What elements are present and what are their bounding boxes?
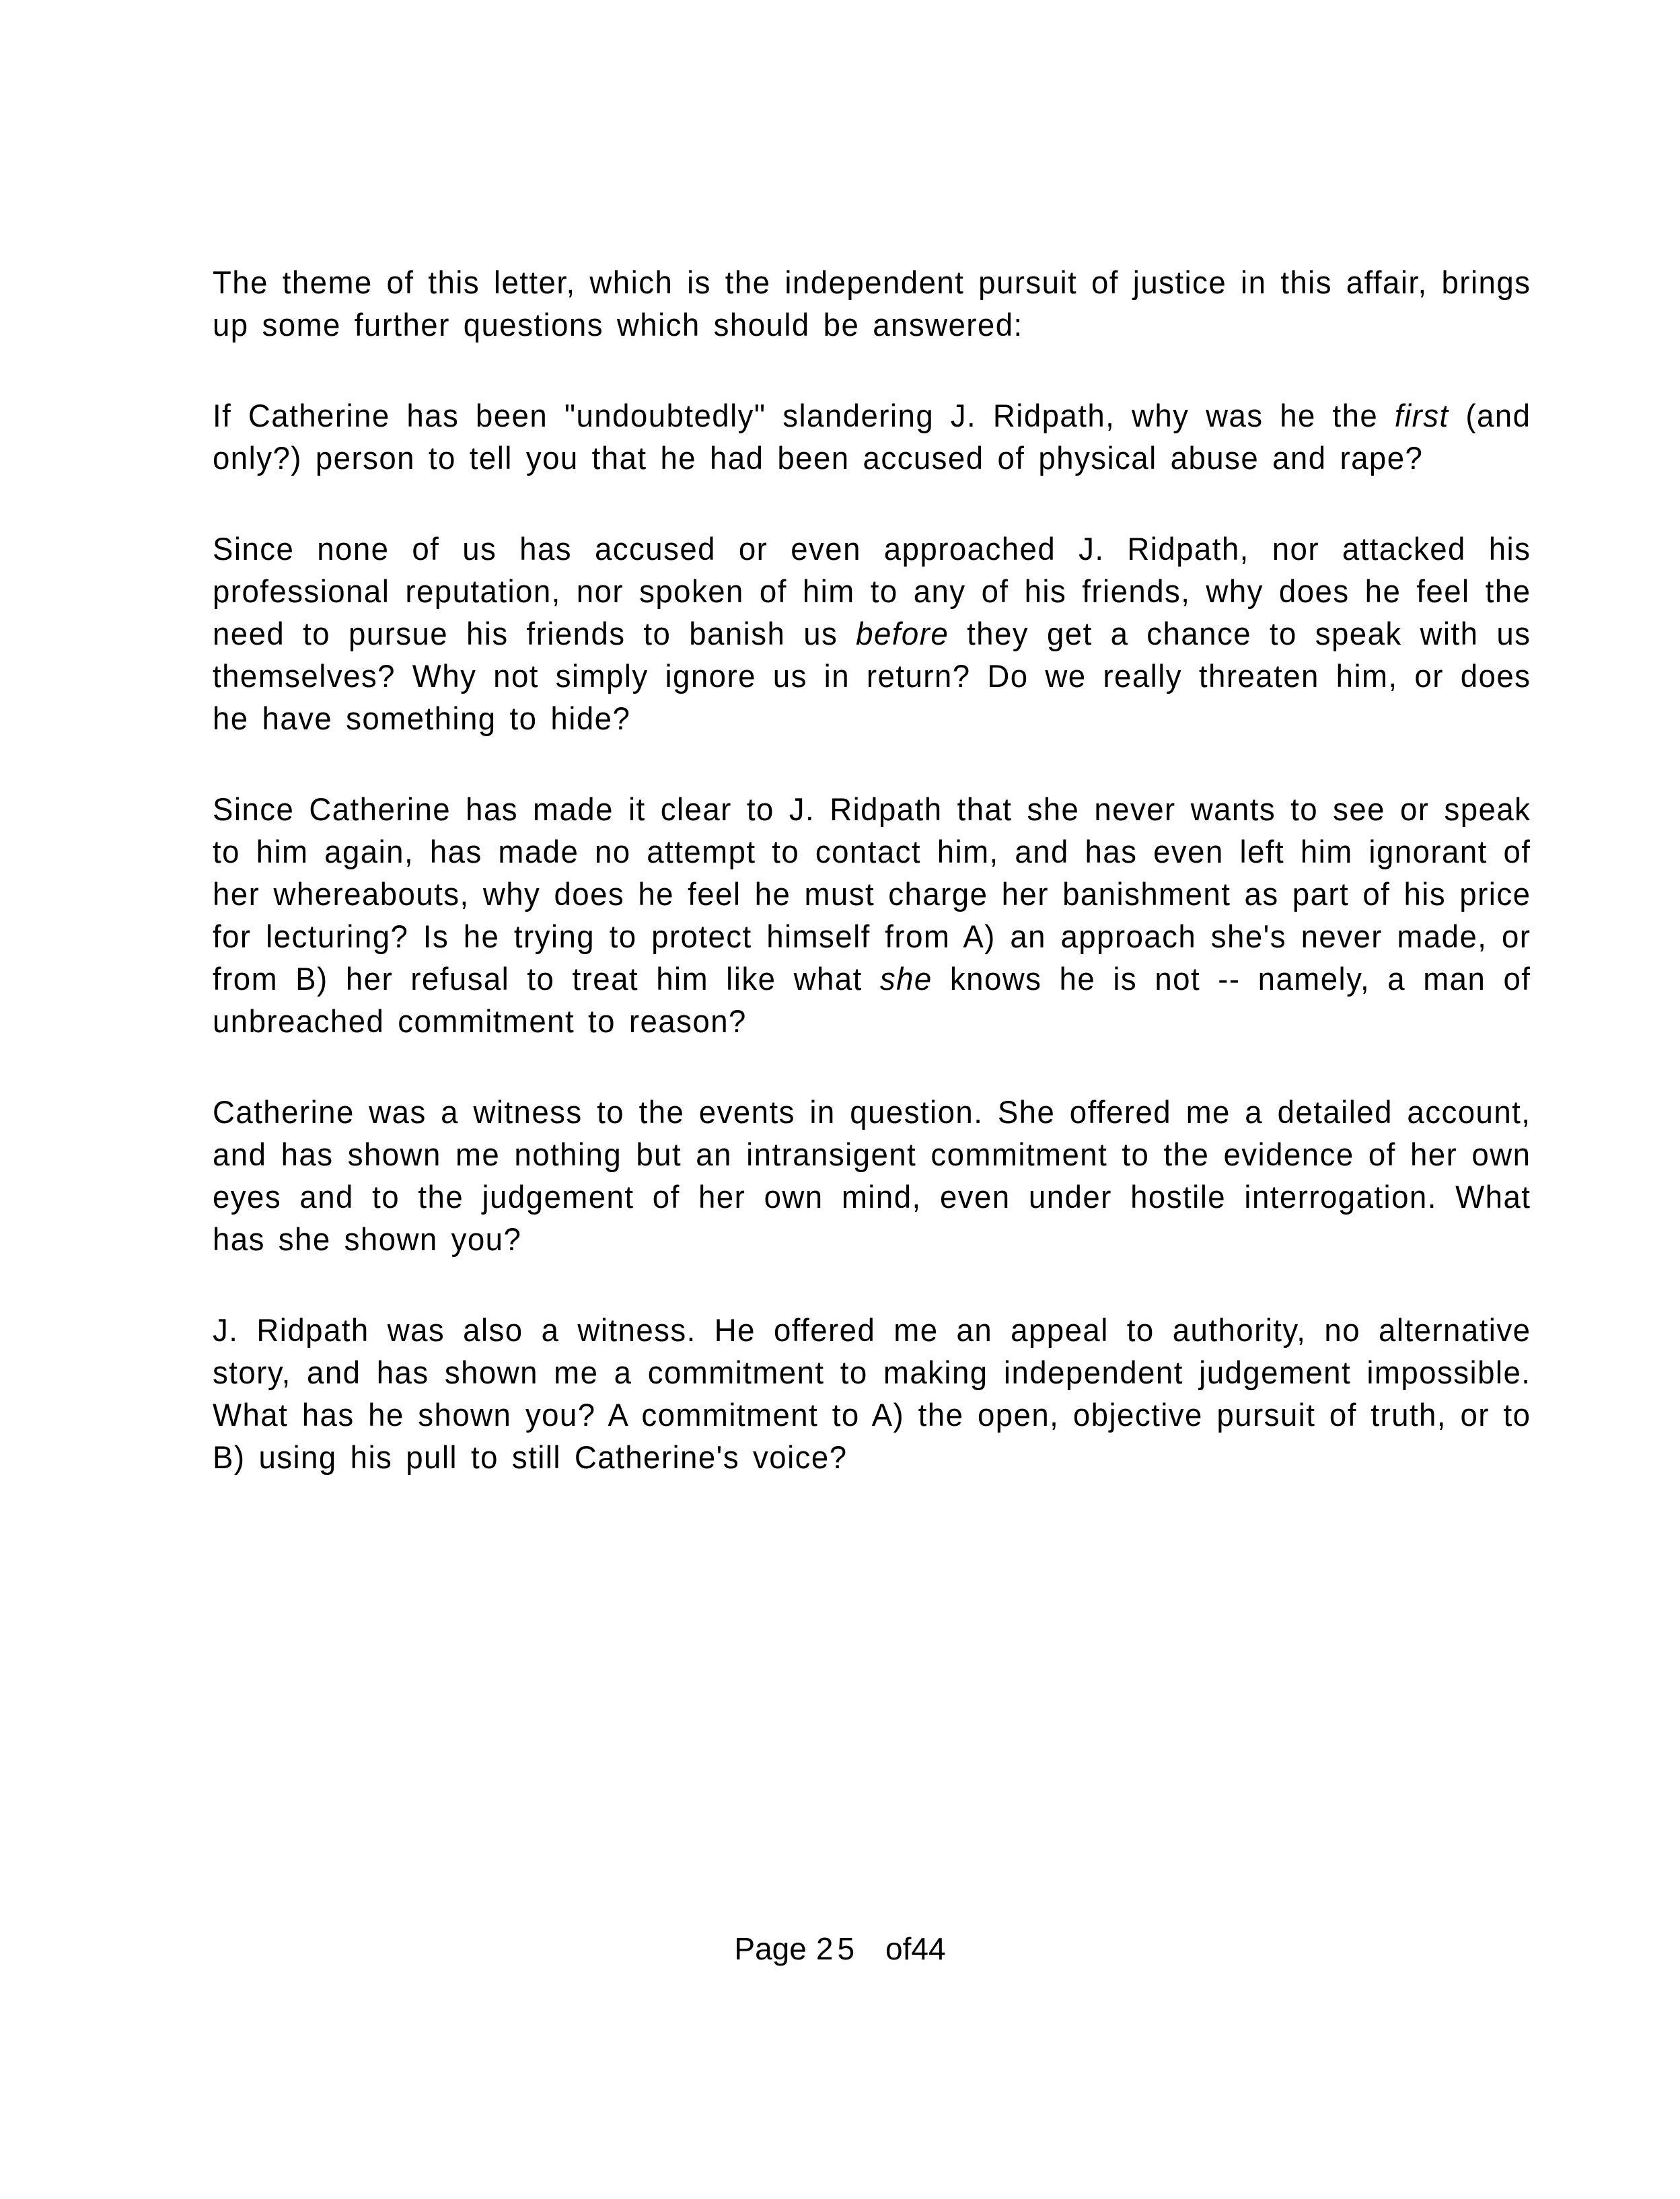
letter-body [213, 261, 1531, 1527]
paragraph-text: Since none of us has accused or even approached J. Ridpath, nor attacked his professional reputation, nor spoken of him to any of his friends, why does he feel the need to pursue his friends to banish us [213, 531, 1531, 651]
paragraph-text: J. Ridpath was also a witness. He offered me an appeal to authority, no alternative story, and has shown me a commitment to making independent judgement impossible. What has he shown you? A commitment to A) the open, objective pursuit of truth, or to B) using his pull to still Catherine's voice? [213, 1312, 1531, 1475]
of-label: of [885, 1931, 912, 1966]
paragraph-text: they get a chance to speak with us themselves? Why not simply ignore us in return? Do we really threaten him, or does he have something to hide? [213, 616, 1531, 736]
current-page-number: 25 [815, 1931, 859, 1966]
paragraph-text: Since Catherine has made it clear to J. Ridpath that she never wants to see or speak to him again, has made no attempt to contact him, and has even left him ignorant of her whereabouts, why does he feel he must charge her banishment as part of his price for lecturing? Is he trying to protect himself from A) an approach she's never made, or from B) her refusal to treat him like what [213, 791, 1531, 997]
paragraph-theme [213, 261, 1531, 346]
paragraph-banish-question [213, 528, 1531, 740]
paragraph-catherine-witness [213, 1091, 1531, 1260]
paragraph-text: Catherine was a witness to the events in question. She offered me a detailed account, and has shown me nothing but an intransigent commitment to the evidence of her own eyes and to the judgement of her own mind, even under hostile interrogation. What has she shown you? [213, 1094, 1531, 1257]
paragraph-text: knows he is not -- namely, a man of unbreached commitment to reason? [213, 961, 1531, 1039]
page-number-footer [0, 1930, 1680, 1968]
paragraph-text: If Catherine has been "undoubtedly" slandering J. Ridpath, why was he the [213, 398, 1395, 433]
paragraph-text: The theme of this letter, which is the independent pursuit of justice in this affair, brings up some further questions which should be answered: [213, 264, 1531, 343]
emphasis-text: before [856, 616, 949, 651]
page-label: Page [734, 1931, 807, 1966]
emphasis-text: she [879, 961, 933, 997]
paragraph-price-question [213, 788, 1531, 1042]
paragraph-slander-question [213, 394, 1531, 479]
paragraph-ridpath-witness [213, 1309, 1531, 1478]
total-pages-number: 44 [911, 1931, 946, 1966]
paragraph-text: (and only?) person to tell you that he had been accused of physical abuse and rape? [213, 398, 1531, 476]
emphasis-text: first [1394, 398, 1449, 433]
